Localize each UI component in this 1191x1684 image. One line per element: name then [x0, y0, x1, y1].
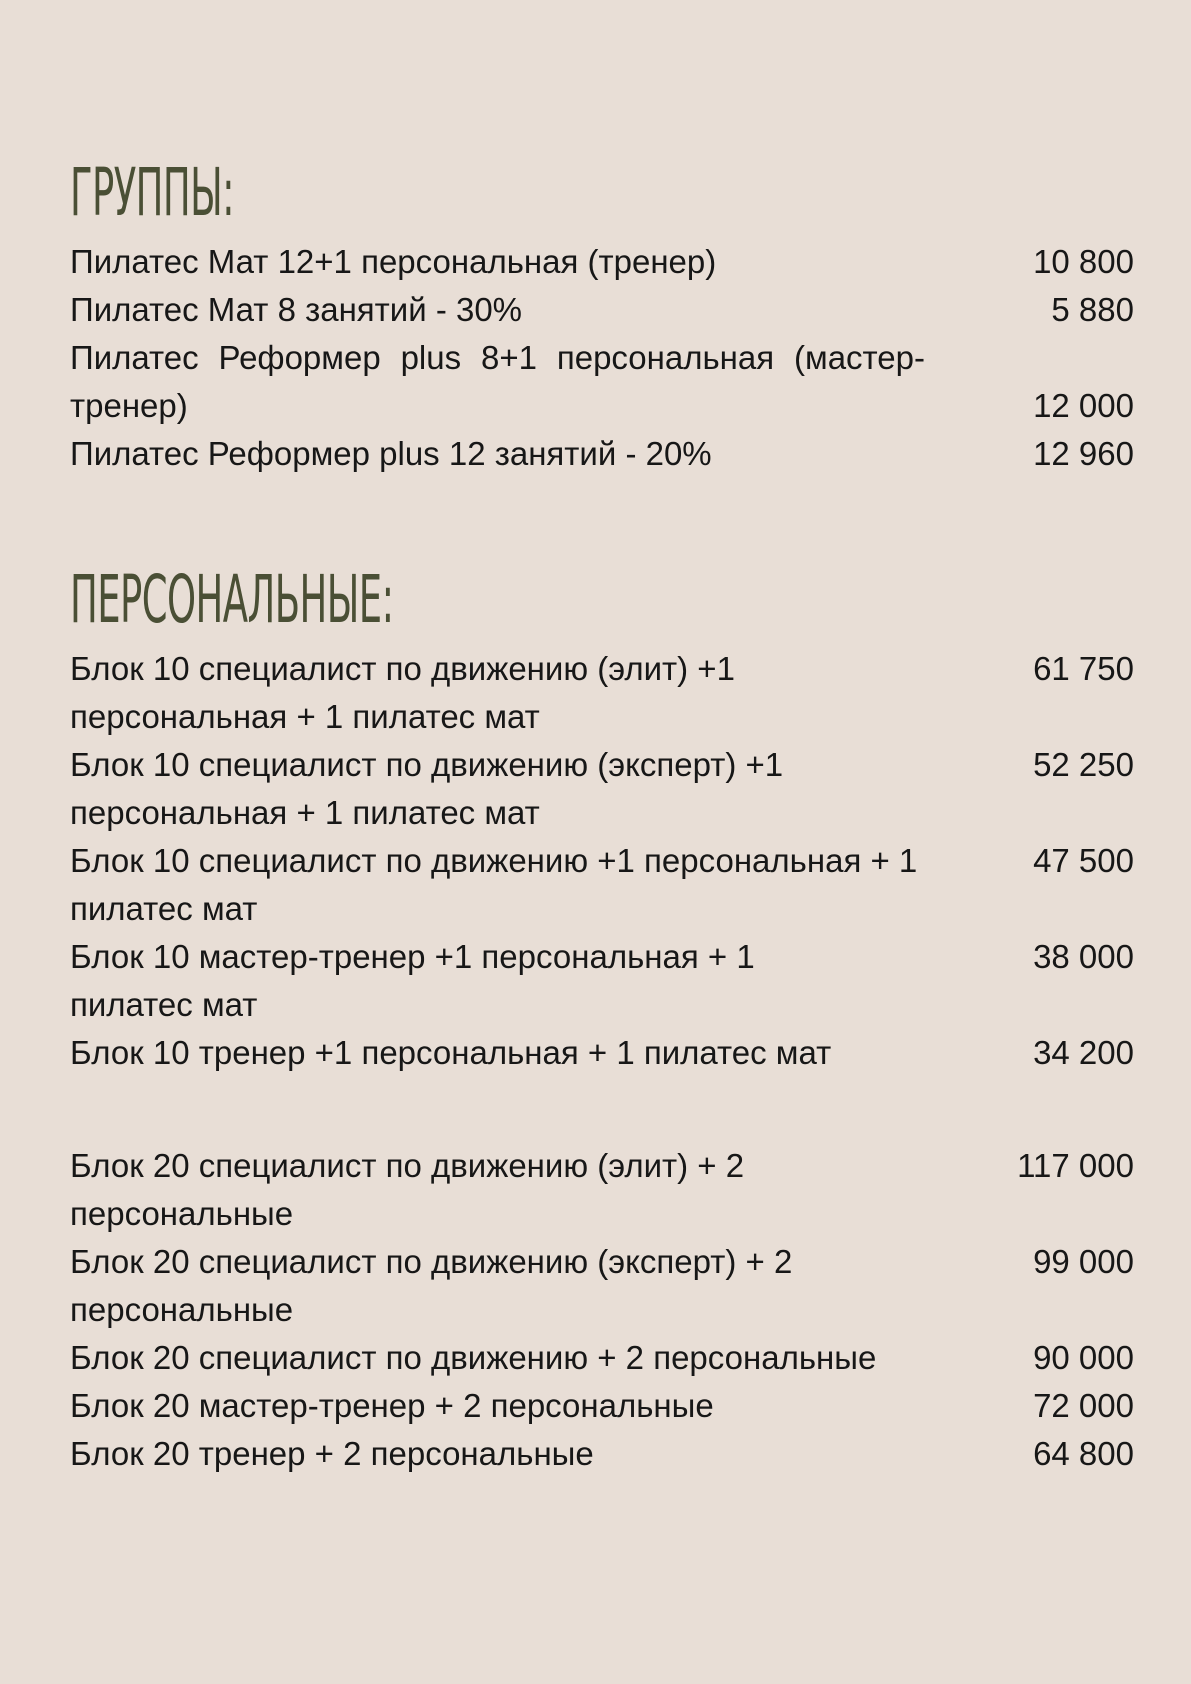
groups-heading: ГРУППЫ:	[70, 154, 235, 231]
item-label: Блок 20 специалист по движению (элит) + 2 персональные	[70, 1147, 745, 1232]
groups-list	[70, 238, 1134, 478]
item-price: 12 960	[1033, 435, 1134, 472]
price-row	[70, 1029, 1134, 1077]
item-label: Блок 10 специалист по движению +1 персональная + 1 пилатес мат	[70, 842, 918, 927]
price-row	[70, 430, 1134, 478]
item-label: Блок 20 специалист по движению (эксперт) + 2 персональные	[70, 1243, 793, 1328]
item-price: 64 800	[1033, 1435, 1134, 1472]
price-row	[70, 1430, 1134, 1478]
price-row	[70, 1382, 1134, 1430]
personal-block10-list	[70, 645, 1134, 1077]
item-label: Блок 10 специалист по движению (эксперт) +1 персональная + 1 пилатес мат	[70, 746, 784, 831]
item-price: 5 880	[1051, 291, 1134, 328]
item-label: Пилатес Мат 12+1 персональная (тренер)	[70, 243, 717, 280]
price-row	[70, 837, 1134, 933]
price-row	[70, 1238, 1134, 1334]
item-price: 38 000	[1033, 938, 1134, 975]
item-price: 117 000	[1017, 1147, 1134, 1184]
item-label: Блок 10 специалист по движению (элит) +1 персональная + 1 пилатес мат	[70, 650, 735, 735]
item-label: Пилатес Реформер plus 12 занятий - 20%	[70, 435, 712, 472]
item-label: Пилатес Мат 8 занятий - 30%	[70, 291, 523, 328]
price-row	[70, 238, 1134, 286]
item-label: Блок 10 мастер-тренер +1 персональная + 1 пилатес мат	[70, 938, 755, 1023]
item-price: 10 800	[1033, 243, 1134, 280]
item-label: Блок 20 мастер-тренер + 2 персональные	[70, 1387, 714, 1424]
item-price: 90 000	[1033, 1339, 1134, 1376]
item-label: Блок 20 тренер + 2 персональные	[70, 1435, 594, 1472]
price-row	[70, 645, 1134, 741]
price-row	[70, 1142, 1134, 1238]
item-price: 72 000	[1033, 1387, 1134, 1424]
item-label: Пилатес Реформер plus 8+1 персональная (мастер-тренер)	[70, 339, 925, 424]
price-row	[70, 334, 1134, 430]
item-label: Блок 10 тренер +1 персональная + 1 пилатес мат	[70, 1034, 832, 1071]
item-price: 61 750	[1033, 650, 1134, 687]
price-row	[70, 741, 1134, 837]
item-label: Блок 20 специалист по движению + 2 персональные	[70, 1339, 877, 1376]
price-row	[70, 286, 1134, 334]
item-price: 34 200	[1033, 1034, 1134, 1071]
price-row	[70, 1334, 1134, 1382]
item-price: 47 500	[1033, 842, 1134, 879]
item-price: 52 250	[1033, 746, 1134, 783]
personal-heading: ПЕРСОНАЛЬНЫЕ:	[70, 561, 394, 638]
personal-block20-list	[70, 1142, 1134, 1478]
item-price: 12 000	[1033, 387, 1134, 424]
item-price: 99 000	[1033, 1243, 1134, 1280]
price-row	[70, 933, 1134, 1029]
